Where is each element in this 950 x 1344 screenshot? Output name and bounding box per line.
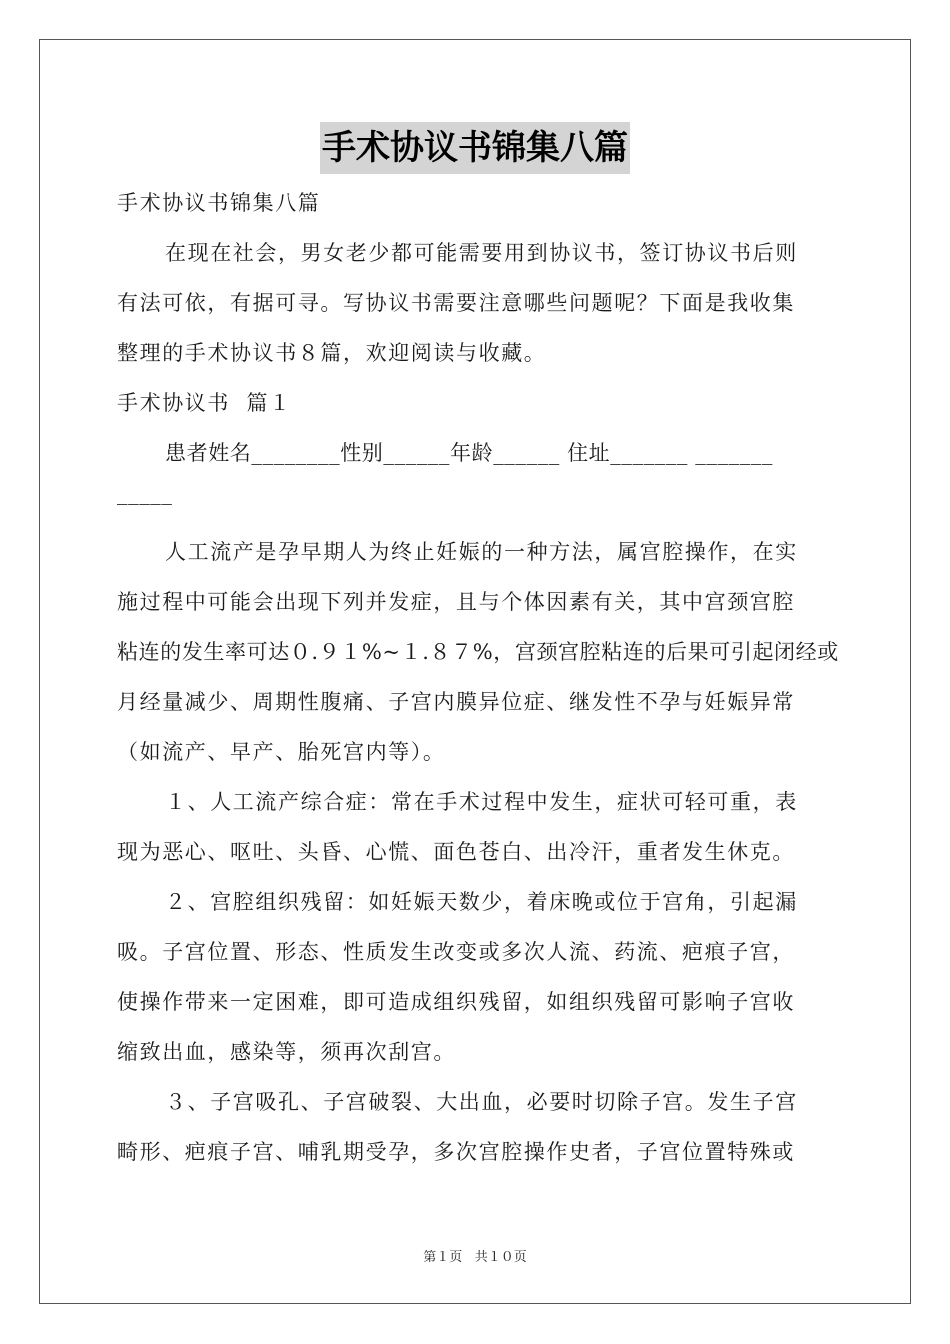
paragraph-line: ２、宫腔组织残留：如妊娠天数少，着床晚或位于宫角，引起漏: [165, 890, 798, 914]
paragraph-line: 粘连的发生率可达０.９１%~１.８７%，宫颈宫腔粘连的后果可引起闭经或: [117, 640, 839, 664]
intro-line: 有法可依，有据可寻。写协议书需要注意哪些问题呢？下面是我收集: [117, 291, 795, 315]
form-line-continued: _____: [117, 481, 173, 505]
paragraph-line: １、人工流产综合症：常在手术过程中发生，症状可轻可重，表: [165, 790, 798, 814]
document-title: 手术协议书锦集八篇: [320, 122, 630, 174]
paragraph-line: ３、子宫吸孔、子宫破裂、大出血，必要时切除子宫。发生子宫: [165, 1090, 798, 1114]
paragraph-line: 现为恶心、呕吐、头昏、心慌、面色苍白、出冷汗，重者发生休克。: [117, 840, 795, 864]
intro-line: 整理的手术协议书８篇，欢迎阅读与收藏。: [117, 341, 547, 365]
paragraph-line: 缩致出血，感染等，须再次刮宫。: [117, 1040, 456, 1064]
form-line: 患者姓名________性别______年龄______ 住址_______ _______: [165, 441, 773, 465]
paragraph-line: 施过程中可能会出现下列并发症，且与个体因素有关，其中宫颈宫腔: [117, 590, 795, 614]
paragraph-line: 人工流产是孕早期人为终止妊娠的一种方法，属宫腔操作，在实: [165, 540, 798, 564]
page-number: 第１页 共１０页: [423, 1250, 527, 1265]
paragraph-line: 吸。子宫位置、形态、性质发生改变或多次人流、药流、疤痕子宫，: [117, 940, 795, 964]
spacer: [117, 518, 833, 527]
intro-line: 在现在社会，男女老少都可能需要用到协议书，签订协议书后则: [165, 241, 798, 265]
paragraph-line: 月经量减少、周期性腹痛、子宫内膜异位症、继发性不孕与妊娠异常: [117, 690, 795, 714]
paragraph-line: 畸形、疤痕子宫、哺乳期受孕，多次宫腔操作史者，子宫位置特殊或: [117, 1140, 795, 1164]
title-container: [0, 122, 950, 174]
subtitle: 手术协议书锦集八篇: [117, 191, 321, 215]
paragraph-line: 使操作带来一定困难，即可造成组织残留，如组织残留可影响子宫收: [117, 990, 795, 1014]
document-body: [117, 178, 839, 1177]
paragraph-line: （如流产、早产、胎死宫内等）。: [117, 740, 446, 764]
section-heading: 手术协议书 篇１: [117, 391, 292, 415]
